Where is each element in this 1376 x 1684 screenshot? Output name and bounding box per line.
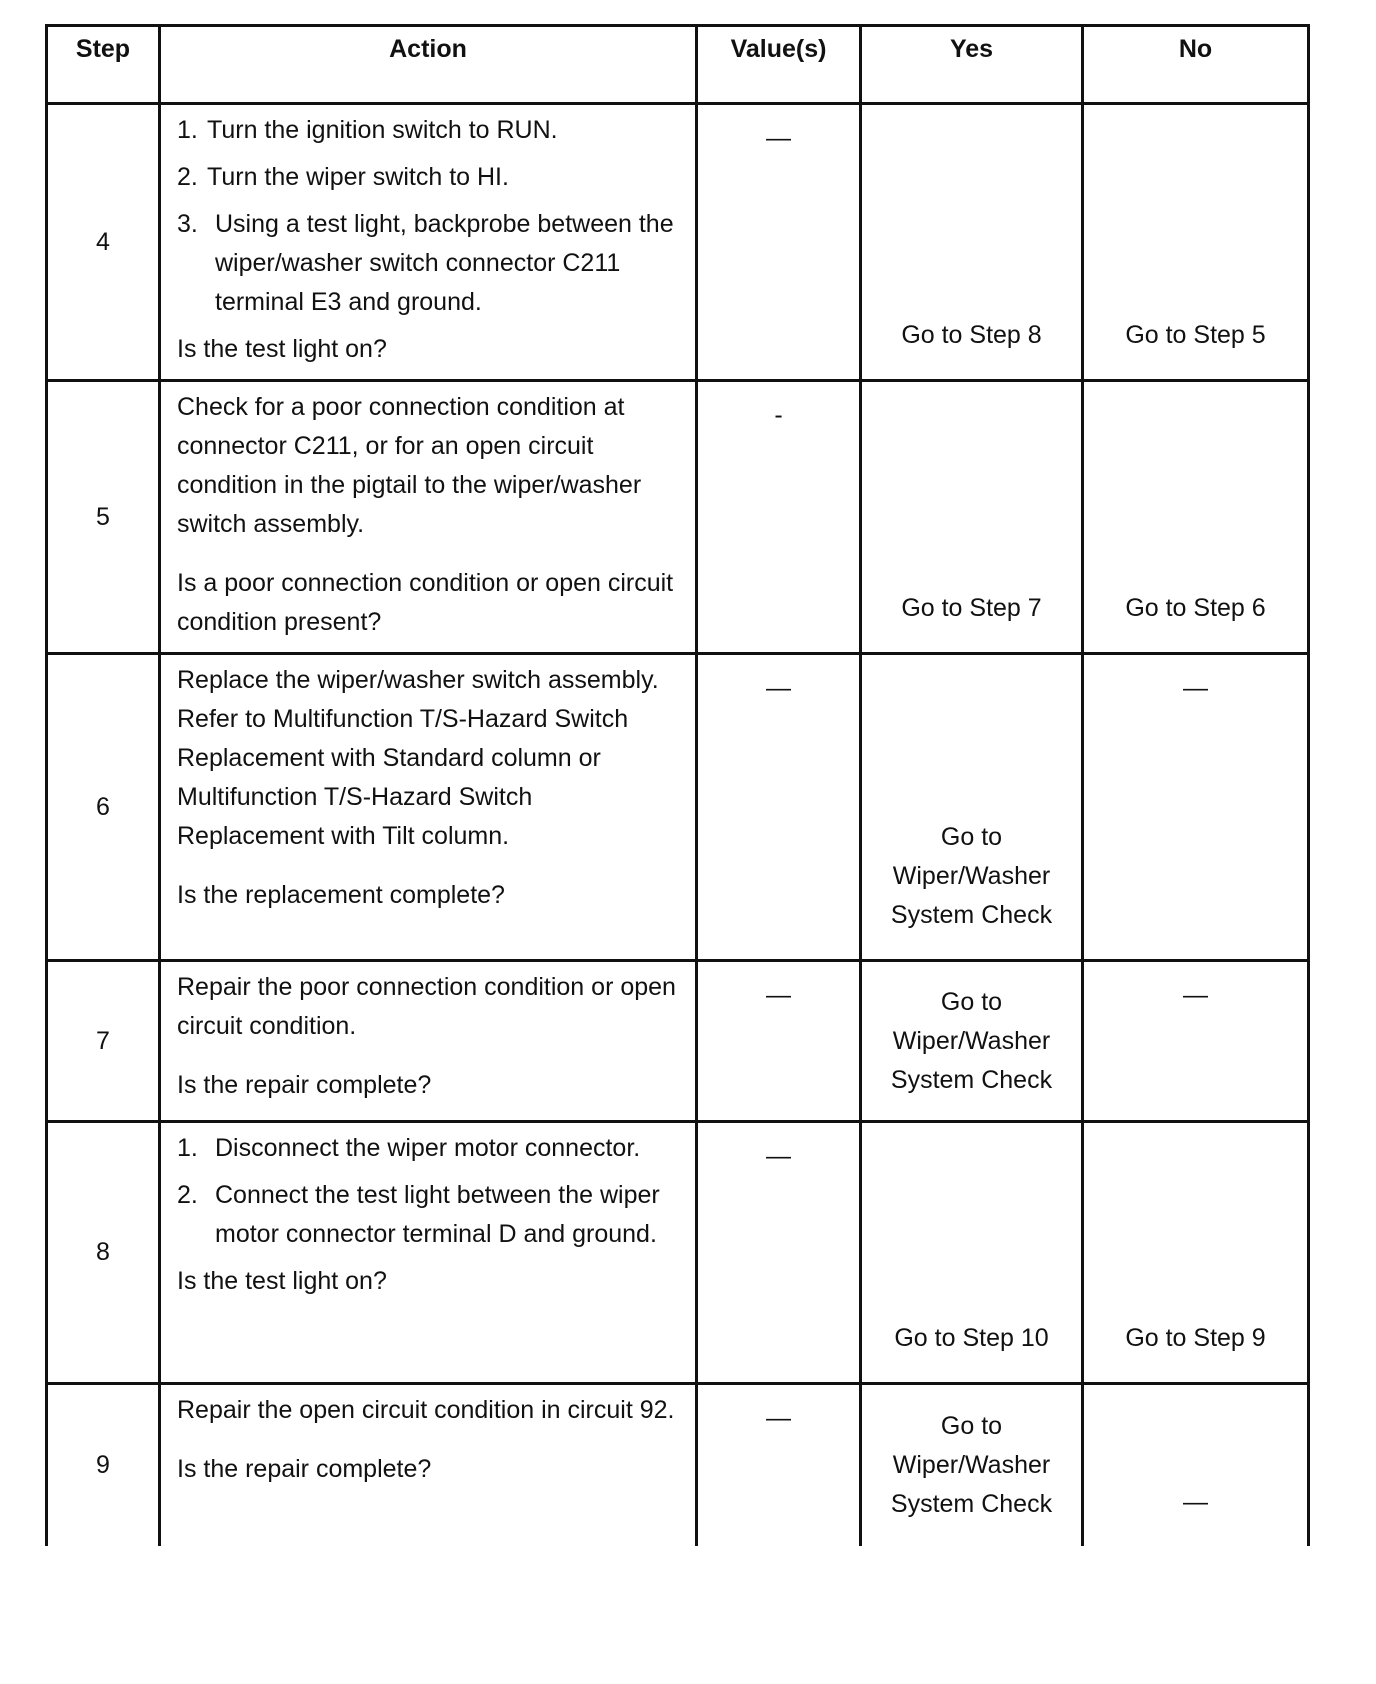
table-row xyxy=(47,961,1309,1122)
yes-cell: Go to Wiper/Washer System Check xyxy=(861,1384,1083,1546)
table-row xyxy=(47,654,1309,961)
step-number: 6 xyxy=(47,654,160,961)
value-text: — xyxy=(766,1142,791,1170)
value-cell xyxy=(697,381,861,654)
no-cell: Go to Step 5 xyxy=(1083,104,1309,381)
action-question: Is the repair complete? xyxy=(177,1455,432,1483)
list-number: 2. xyxy=(177,163,198,191)
yes-cell: Go to Step 7 xyxy=(861,381,1083,654)
header-no: No xyxy=(1083,26,1309,104)
no-cell: Go to Step 9 xyxy=(1083,1122,1309,1384)
step-number: 4 xyxy=(47,104,160,381)
action-text: Check for a poor connection condition at connector C211, or for an open circuit condition in the pigtail to the wiper/washer switch assembly. xyxy=(177,393,642,538)
action-question: Is the test light on? xyxy=(177,1267,387,1295)
step-number: 7 xyxy=(47,961,160,1122)
table-row xyxy=(47,1384,1309,1546)
value-text: — xyxy=(766,674,791,702)
yes-cell: Go to Step 10 xyxy=(861,1122,1083,1384)
header-yes: Yes xyxy=(861,26,1083,104)
value-cell xyxy=(697,654,861,961)
list-text: Disconnect the wiper motor connector. xyxy=(215,1134,641,1162)
action-cell xyxy=(160,104,697,381)
step-number: 9 xyxy=(47,1384,160,1546)
action-question: Is the repair complete? xyxy=(177,1071,432,1099)
action-cell xyxy=(160,961,697,1122)
list-number: 1. xyxy=(177,116,198,144)
action-question: Is a poor connection condition or open circuit condition present? xyxy=(177,569,674,636)
action-list-item xyxy=(177,205,681,322)
action-text: Repair the open circuit condition in circuit 92. xyxy=(177,1396,675,1424)
no-cell: — xyxy=(1083,1384,1309,1546)
list-text: Turn the ignition switch to RUN. xyxy=(207,116,558,144)
yes-cell: Go to Step 8 xyxy=(861,104,1083,381)
value-text: - xyxy=(774,401,783,429)
action-text: Replace the wiper/washer switch assembly. Refer to Multifunction T/S-Hazard Switch Replacement with Standard column or Multifunction T/S-Hazard Switch Replacement with Tilt column. xyxy=(177,666,659,850)
header-step: Step xyxy=(47,26,160,104)
table-row xyxy=(47,104,1309,381)
action-list-item xyxy=(177,1176,681,1254)
action-question: Is the test light on? xyxy=(177,335,387,363)
list-text: Turn the wiper switch to HI. xyxy=(207,163,509,191)
list-text: Connect the test light between the wiper motor connector terminal D and ground. xyxy=(215,1181,660,1248)
value-cell xyxy=(697,961,861,1122)
step-number: 8 xyxy=(47,1122,160,1384)
action-list-item xyxy=(177,1129,681,1168)
table-row xyxy=(47,1122,1309,1384)
value-text: — xyxy=(766,124,791,152)
yes-cell: Go to Wiper/Washer System Check xyxy=(861,961,1083,1122)
list-text: Using a test light, backprobe between the wiper/washer switch connector C211 terminal E3 and ground. xyxy=(215,210,674,316)
action-text: Repair the poor connection condition or open circuit condition. xyxy=(177,973,676,1040)
value-cell xyxy=(697,104,861,381)
table-row xyxy=(47,381,1309,654)
action-list-item xyxy=(177,158,681,197)
header-row xyxy=(47,26,1309,104)
value-cell xyxy=(697,1122,861,1384)
action-question: Is the replacement complete? xyxy=(177,881,505,909)
no-cell: Go to Step 6 xyxy=(1083,381,1309,654)
header-action: Action xyxy=(160,26,697,104)
value-text: — xyxy=(766,981,791,1009)
list-number: 1. xyxy=(177,1134,198,1162)
value-text: — xyxy=(766,1404,791,1432)
header-values: Value(s) xyxy=(697,26,861,104)
list-number: 2. xyxy=(177,1181,198,1209)
action-cell xyxy=(160,654,697,961)
action-cell xyxy=(160,381,697,654)
action-list-item xyxy=(177,111,681,150)
no-cell: — xyxy=(1083,961,1309,1122)
yes-cell: Go to Wiper/Washer System Check xyxy=(861,654,1083,961)
step-number: 5 xyxy=(47,381,160,654)
diagnostic-table-container xyxy=(45,24,1307,1546)
action-cell xyxy=(160,1122,697,1384)
list-number: 3. xyxy=(177,210,198,238)
diagnostic-table xyxy=(45,24,1310,1546)
action-cell xyxy=(160,1384,697,1546)
value-cell xyxy=(697,1384,861,1546)
no-cell: — xyxy=(1083,654,1309,961)
